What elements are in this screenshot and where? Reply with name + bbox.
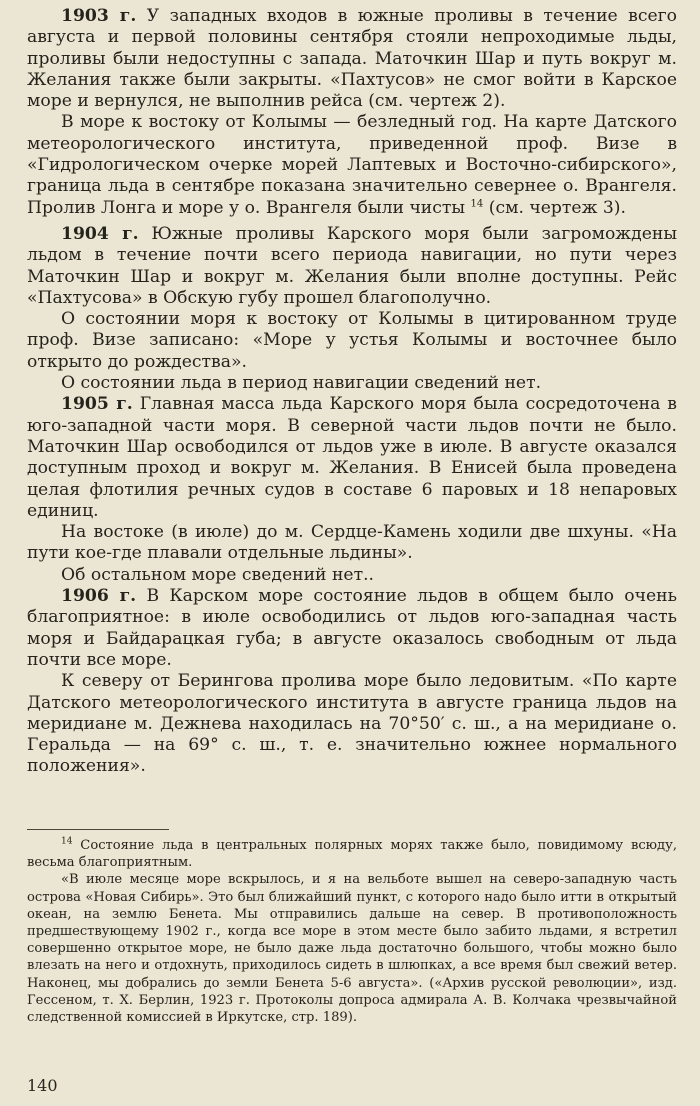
paragraph-text: К северу от Берингова пролива море было ледовитым. «По карте Датского метеорологического института в августе граница льдов на меридиане м. Дежнева находилась на 70°50′ с. ш., а на меридиане о. Геральда — на 69° с. ш., т. е. значительно южнее нормального положения». — [27, 671, 677, 777]
paragraph-text-tail: (см. чертеж 3). — [483, 197, 626, 218]
year-heading: 1904 г. — [61, 223, 139, 244]
footnotes — [27, 837, 677, 1026]
paragraph-1905 — [27, 394, 677, 522]
paragraph-text: В Карском море состояние льдов в общем было очень благоприятное: в июле освободились от льдов юго-западная часть моря и Байдарацкая губа; в августе оказалось свободным от льда почти все море. — [27, 586, 677, 670]
paragraph-text: На востоке (в июле) до м. Сердце-Камень ходили две шхуны. «На пути кое-где плавали отдельные льдины». — [27, 522, 677, 564]
paragraph-bering-1906 — [27, 671, 677, 777]
year-heading: 1903 г. — [61, 6, 137, 26]
footnote-14 — [27, 837, 677, 871]
paragraph-text: Об остальном море сведений нет.. — [61, 564, 375, 585]
paragraph-no-data-1905 — [27, 565, 677, 586]
paragraph-text: О состоянии моря к востоку от Колымы в цитированном труде проф. Визе записано: «Море у устья Колымы и восточнее было открыто до рождества». — [27, 309, 677, 372]
main-text — [27, 6, 677, 778]
paragraph-1906 — [27, 586, 677, 671]
paragraph-east-1905 — [27, 522, 677, 565]
footnote-mark: 14 — [61, 836, 73, 847]
paragraph-text: Южные проливы Карского моря были загромождены льдом в течение почти всего периода навигации, но пути через Маточкин Шар и вокруг м. Желания были вполне доступны. Рейс «Пахтусова» в Обскую губу прошел благополучно. — [27, 223, 677, 308]
footnote-divider — [27, 829, 169, 830]
paragraph-text: В море к востоку от Колымы — безледный год. На карте Датского метеорологического института, приведенной проф. Визе в «Гидрологическом очерке морей Лаптевых и Восточно-сибирского», граница льда в сентябре показана значительно севернее о. Врангеля. Пролив Лонга и море у о. Врангеля были чисты — [27, 112, 677, 218]
paragraph-kolyma-1903 — [27, 112, 677, 218]
footnote-ref[interactable]: 14 — [470, 197, 484, 209]
paragraph-kolyma-1904 — [27, 309, 677, 373]
year-heading: 1906 г. — [61, 586, 137, 607]
paragraph-no-data-1904 — [27, 373, 677, 394]
footnote-quote — [27, 871, 677, 1026]
year-heading: 1905 г. — [61, 394, 133, 415]
footnote-text: Состояние льда в центральных полярных морях также было, повидимому всюду, весьма благоприятным. — [27, 838, 677, 871]
paragraph-text: У западных входов в южные проливы в течение всего августа и первой половины сентября стояли непроходимые льды, проливы были недоступны с запада. Маточкин Шар и путь вокруг м. Желания также были закрыты. «Пахтусов» не смог войти в Карское море и вернулся, не выполнив рейса (см. чертеж 2). — [27, 6, 678, 112]
paragraph-1904 — [27, 224, 677, 309]
paragraph-text: Главная масса льда Карского моря была сосредоточена в юго-западной части моря. В северной части льдов почти не было. Маточкин Шар освободился от льдов уже в июле. В августе оказался доступным проход и вокруг м. Желания. В Енисей была проведена целая флотилия речных судов в составе 6 паровых и 18 непаровых единиц. — [27, 394, 677, 521]
paragraph-text: О состоянии льда в период навигации сведений нет. — [61, 373, 542, 394]
paragraph-1903 — [27, 6, 677, 112]
footnote-text: «В июле месяце море вскрылось, и я на вельботе вышел на северо-западную часть острова «Новая Сибирь». Это был ближайший пункт, с которого надо было итти в открытый океан, на землю Бенета. Мы отправились дальше на север. В противоположность предшествующему 1902 г., когда все море в этом месте было забито льдами, я встретил совершенно открытое море, не было даже льда достаточно большого, чтобы можно было влезать на него и отдохнуть, приходилось сидеть в шлюпках, а все время был свежий ветер. Наконец, мы добрались до земли Бенета 5-6 августа». («Архив русской революции», изд. Гессеном, т. X. Берлин, 1923 г. Протоколы допроса адмирала А. В. Колчака чрезвычайной следственной комиссией в Иркутске, стр. 189). — [27, 872, 677, 1026]
page-number: 140 — [27, 1076, 58, 1095]
